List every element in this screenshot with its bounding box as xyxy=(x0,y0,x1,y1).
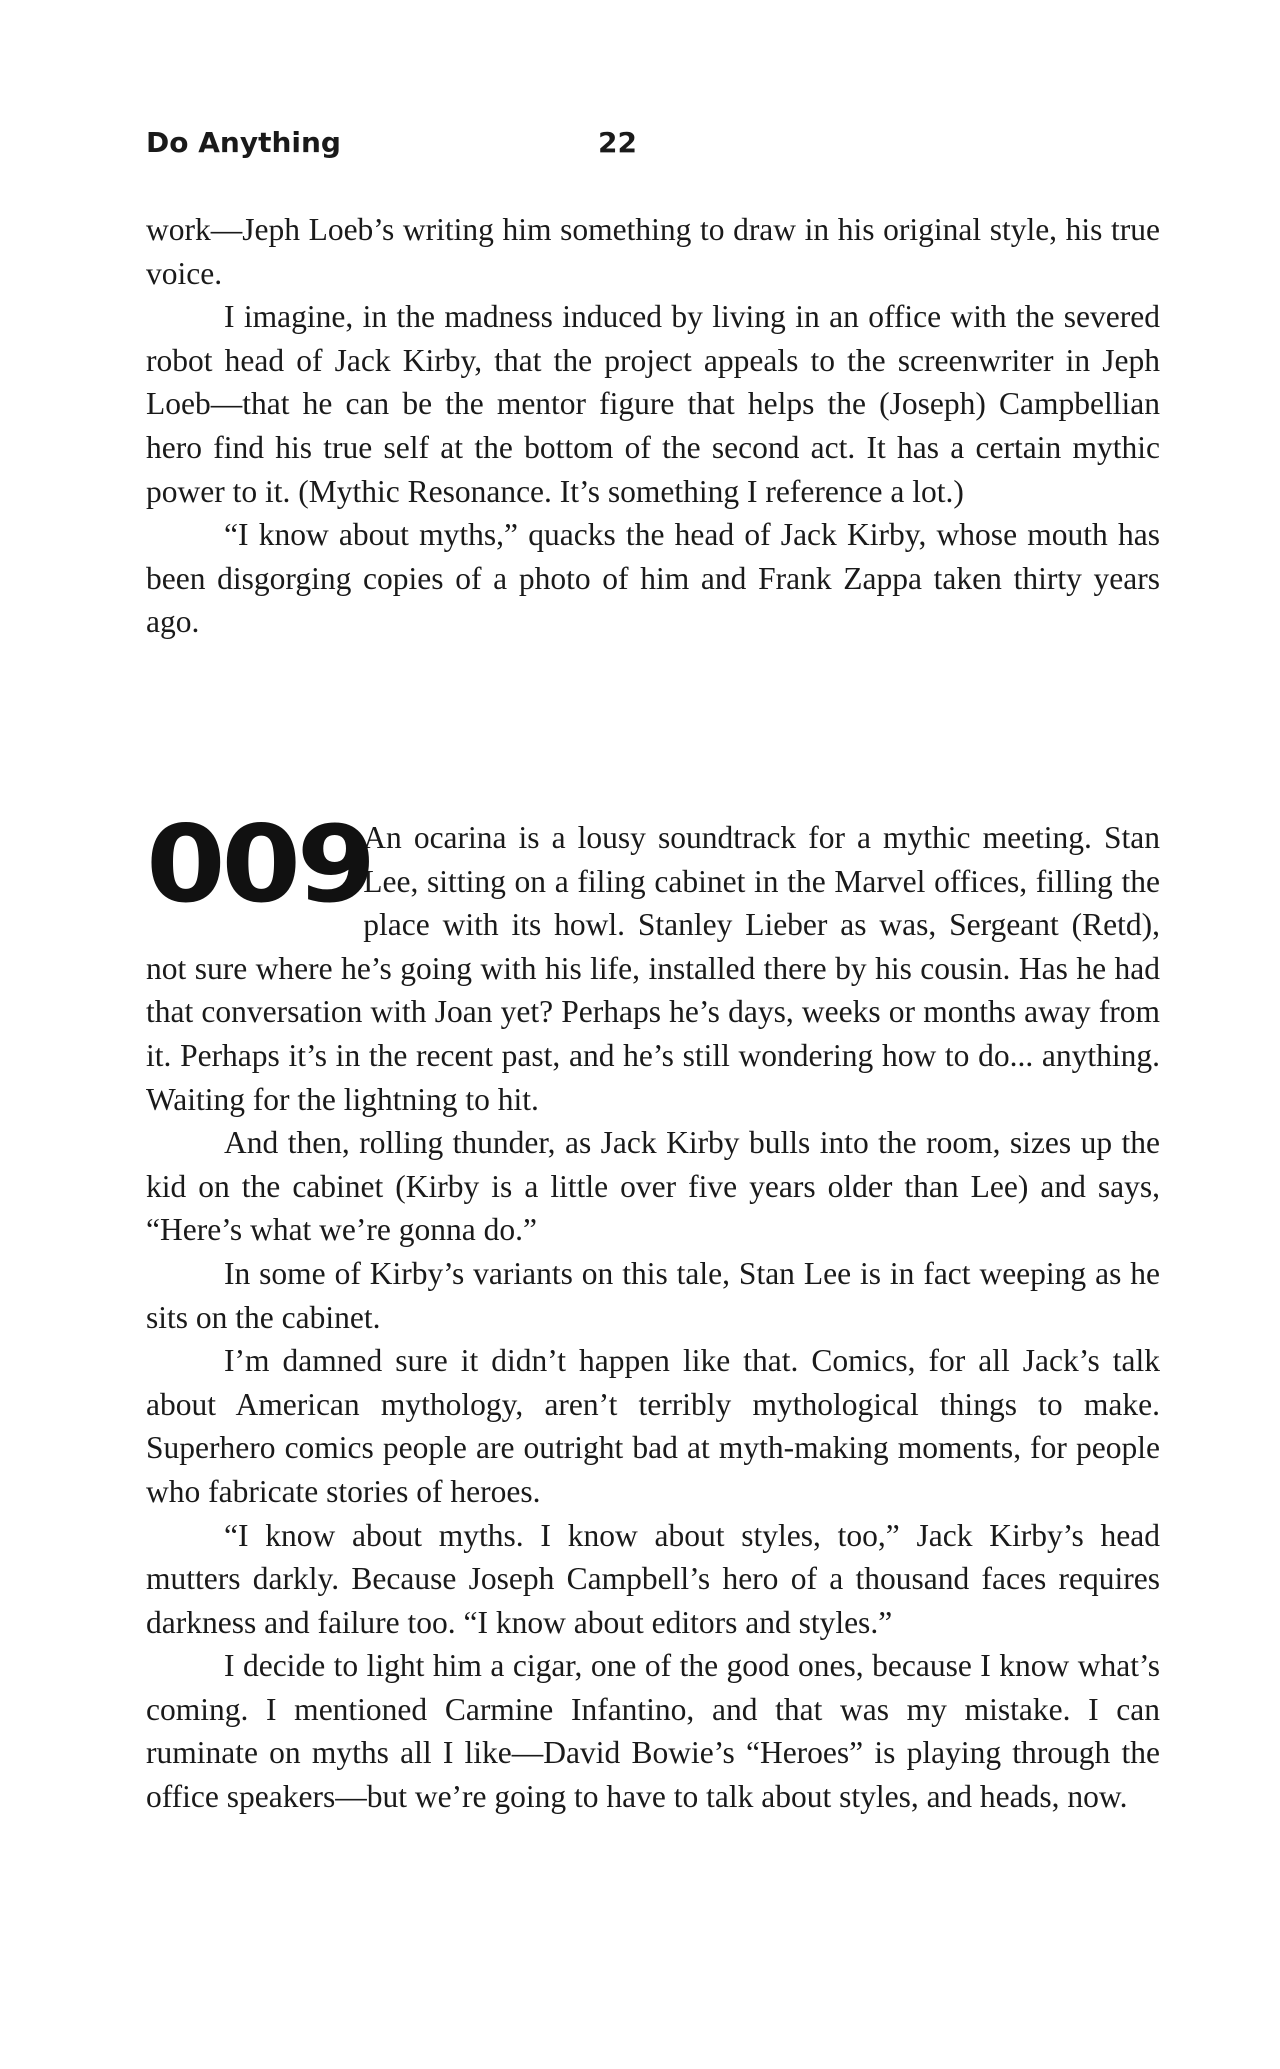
section-a-text xyxy=(146,208,1160,644)
section-b-text xyxy=(146,803,1160,1819)
page-number: 22 xyxy=(598,126,637,159)
paragraph: An ocarina is a lousy soundtrack for a mythic meeting. Stan Lee, sitting on a filing cabinet in the Marvel offices, filling the place with its howl. Stanley Lieber as was, Sergeant (Retd), not sure where he’s going with his life, installed there by his cousin. Has he had that conversation with Joan yet? Perhaps he’s days, weeks or months away from it. Perhaps it’s in the recent past, and he’s still wondering how to do... anything. Waiting for the lightning to hit. xyxy=(146,820,1160,1117)
running-head xyxy=(146,126,1160,166)
paragraph: “I know about myths. I know about styles, too,” Jack Kirby’s head mutters darkly. Because Joseph Campbell’s hero of a thousand faces requires darkness and failure too. “I know about editors and styles.” xyxy=(146,1517,1160,1640)
paragraph: I’m damned sure it didn’t happen like that. Comics, for all Jack’s talk about American mythology, aren’t terribly mythological things to make. Superhero comics people are outright bad at myth-making moments, for people who fabricate stories of heroes. xyxy=(146,1343,1160,1509)
paragraph: In some of Kirby’s variants on this tale, Stan Lee is in fact weeping as he sits on the cabinet. xyxy=(146,1255,1160,1335)
book-title: Do Anything xyxy=(146,126,341,159)
paragraph: I imagine, in the madness induced by living in an office with the severed robot head of Jack Kirby, that the project appeals to the screenwriter in Jeph Loeb—that he can be the mentor figure that helps the (Joseph) Campbellian hero find his true self at the bottom of the second act. It has a certain mythic power to it. (Mythic Resonance. It’s something I reference a lot.) xyxy=(146,299,1160,509)
paragraph: “I know about myths,” quacks the head of Jack Kirby, whose mouth has been disgorging copies of a photo of him and Frank Zappa taken thirty years ago. xyxy=(146,517,1160,640)
paragraph: And then, rolling thunder, as Jack Kirby bulls into the room, sizes up the kid on the cabinet (Kirby is a little over five years older than Lee) and says, “Here’s what we’re gonna do.” xyxy=(146,1125,1160,1248)
paragraph: work—Jeph Loeb’s writing him something to draw in his original style, his true voice. xyxy=(146,212,1160,291)
section-number: 009 xyxy=(146,803,373,926)
paragraph: I decide to light him a cigar, one of the good ones, because I know what’s coming. I mentioned Carmine Infantino, and that was my mistake. I can ruminate on myths all I like—David Bowie’s “Heroes” is playing through the office speakers—but we’re going to have to talk about styles, and heads, now. xyxy=(146,1648,1160,1815)
